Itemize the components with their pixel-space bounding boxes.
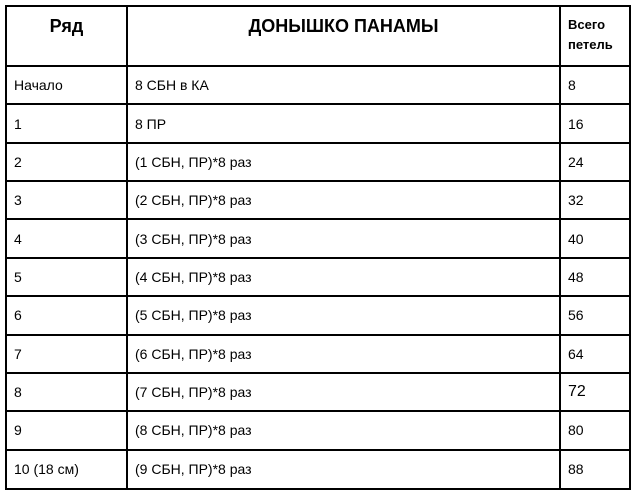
row-number-cell: 7 <box>7 335 127 373</box>
table-row <box>7 66 629 104</box>
row-description-cell: (9 СБН, ПР)*8 раз <box>127 450 560 488</box>
table-row <box>7 219 629 257</box>
row-number-cell: 9 <box>7 411 127 449</box>
row-number-cell: Начало <box>7 66 127 104</box>
row-total-cell: 80 <box>560 411 629 449</box>
row-number-cell: 4 <box>7 219 127 257</box>
table-row <box>7 411 629 449</box>
row-description-cell: (3 СБН, ПР)*8 раз <box>127 219 560 257</box>
table-row <box>7 296 629 334</box>
row-total-cell: 40 <box>560 219 629 257</box>
pattern-table <box>7 7 629 488</box>
row-total-cell: 56 <box>560 296 629 334</box>
row-description-cell: 8 СБН в КА <box>127 66 560 104</box>
row-number-cell: 10 (18 см) <box>7 450 127 488</box>
row-total-cell: 32 <box>560 181 629 219</box>
table-row <box>7 373 629 411</box>
row-number-cell: 5 <box>7 258 127 296</box>
row-total-cell: 88 <box>560 450 629 488</box>
row-total-cell: 8 <box>560 66 629 104</box>
row-description-cell: (5 СБН, ПР)*8 раз <box>127 296 560 334</box>
row-total-cell: 24 <box>560 143 629 181</box>
header-row-number: Ряд <box>7 7 127 66</box>
row-description-cell: 8 ПР <box>127 104 560 142</box>
table-row <box>7 104 629 142</box>
row-number-cell: 8 <box>7 373 127 411</box>
row-total-cell: 64 <box>560 335 629 373</box>
table-row <box>7 258 629 296</box>
table-row <box>7 181 629 219</box>
row-number-cell: 1 <box>7 104 127 142</box>
header-total-stitches: Всего петель <box>560 7 629 66</box>
table-row <box>7 143 629 181</box>
table-header-row <box>7 7 629 66</box>
row-number-cell: 2 <box>7 143 127 181</box>
row-number-cell: 6 <box>7 296 127 334</box>
row-description-cell: (4 СБН, ПР)*8 раз <box>127 258 560 296</box>
row-description-cell: (1 СБН, ПР)*8 раз <box>127 143 560 181</box>
row-description-cell: (6 СБН, ПР)*8 раз <box>127 335 560 373</box>
row-description-cell: (7 СБН, ПР)*8 раз <box>127 373 560 411</box>
row-description-cell: (2 СБН, ПР)*8 раз <box>127 181 560 219</box>
row-total-cell: 72 <box>560 373 629 411</box>
row-total-cell: 16 <box>560 104 629 142</box>
table-row <box>7 335 629 373</box>
row-description-cell: (8 СБН, ПР)*8 раз <box>127 411 560 449</box>
row-total-cell: 48 <box>560 258 629 296</box>
header-description: ДОНЫШКО ПАНАМЫ <box>127 7 560 66</box>
row-number-cell: 3 <box>7 181 127 219</box>
pattern-table-container <box>5 5 631 490</box>
table-row <box>7 450 629 488</box>
